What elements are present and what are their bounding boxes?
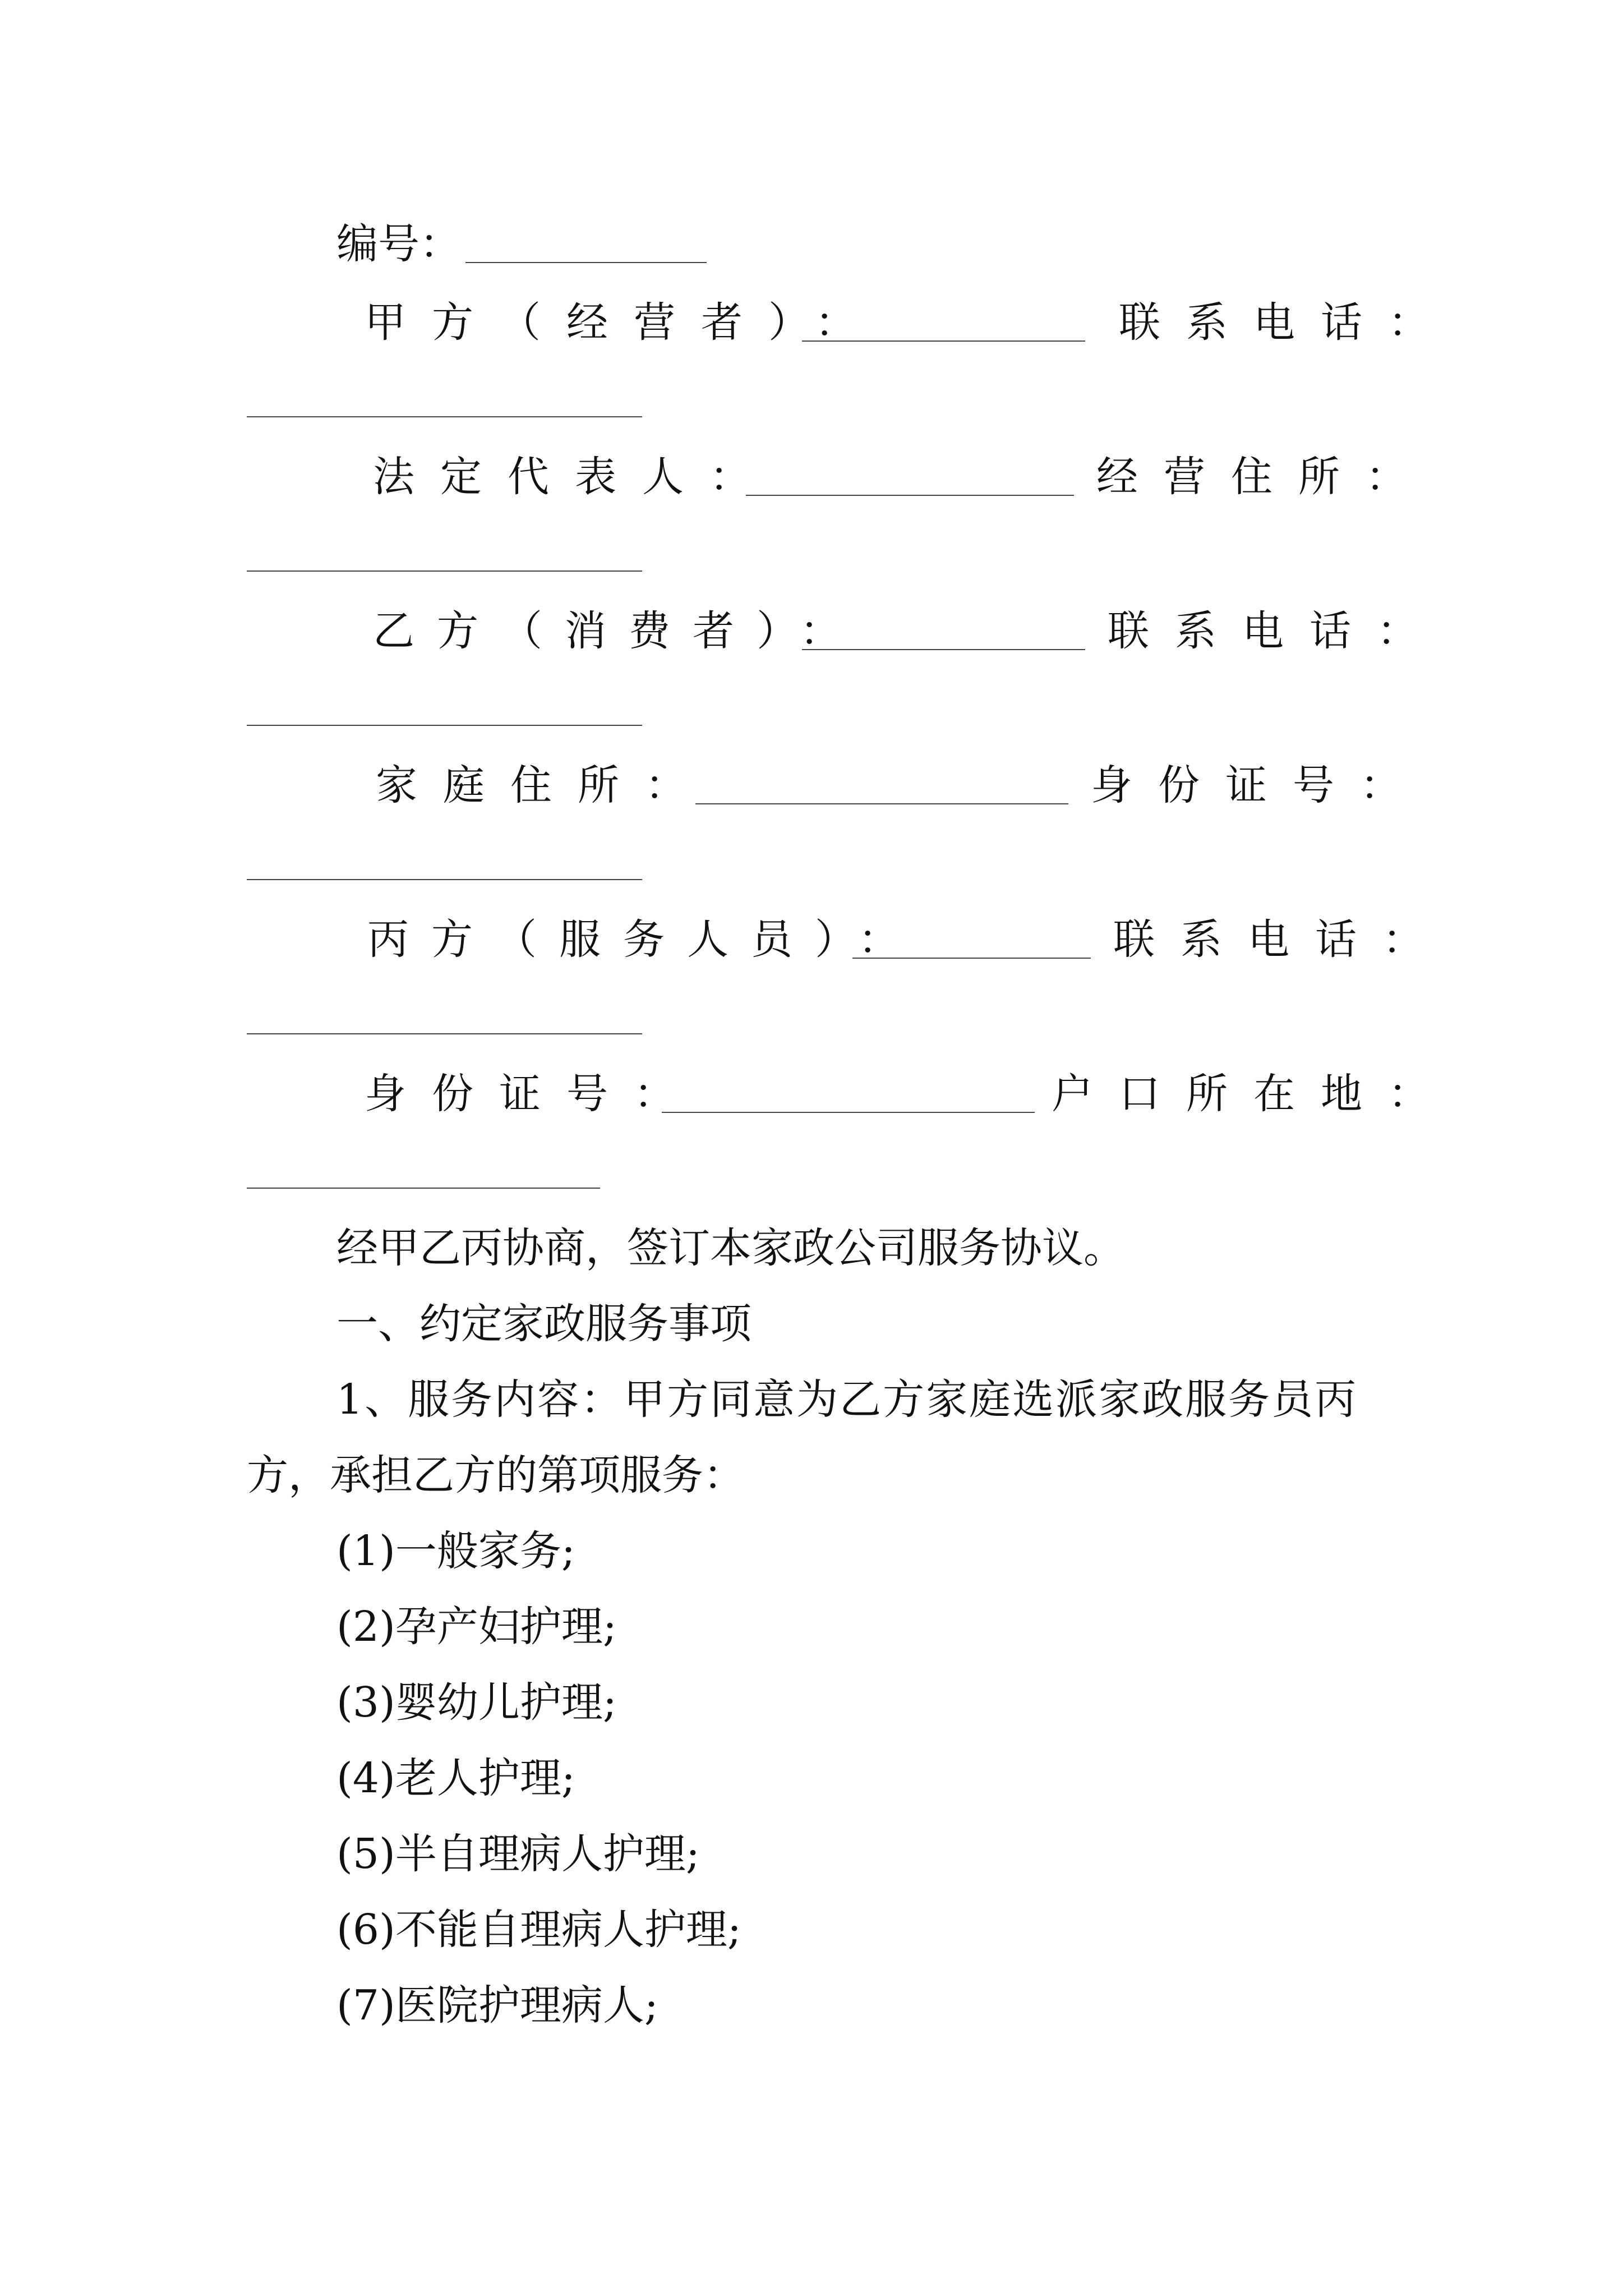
service-item: (5)半自理病人护理; (336, 1830, 700, 1878)
legal-rep-label: 法定代表人： (373, 453, 777, 501)
party-b-id-blank[interactable] (247, 879, 642, 880)
party-a-label: 甲方（经营者）： (365, 298, 882, 347)
legal-rep-blank[interactable] (746, 495, 1074, 496)
serial-blank[interactable] (465, 262, 707, 263)
hukou-label: 户口所在地： (1052, 1070, 1455, 1118)
party-b-id-label: 身份证号： (1091, 761, 1427, 809)
hukou-blank[interactable] (247, 1188, 600, 1189)
party-c-id-label: 身份证号： (365, 1070, 701, 1118)
section-1-title: 一、约定家政服务事项 (336, 1300, 751, 1348)
party-c-id-row (0, 1066, 1623, 1144)
party-c-label: 丙方（服务人员）： (367, 915, 922, 964)
legal-rep-row (0, 449, 1623, 527)
party-b-row (0, 603, 1623, 682)
party-b-blank[interactable] (802, 649, 1085, 650)
party-b-phone-blank[interactable] (247, 725, 642, 726)
home-address-blank[interactable] (695, 803, 1068, 804)
party-b-label: 乙方（消费者）： (373, 607, 864, 655)
party-c-phone-blank[interactable] (247, 1033, 642, 1034)
party-c-id-blank[interactable] (662, 1112, 1035, 1113)
party-c-blank[interactable] (852, 958, 1091, 959)
party-a-row (0, 295, 1623, 373)
item-1-line-1: 1、服务内容：甲方同意为乙方家庭选派家政服务员丙 (336, 1375, 1358, 1424)
party-a-phone-blank[interactable] (247, 416, 642, 417)
intro-paragraph: 经甲乙丙协商，签订本家政公司服务协议。 (336, 1224, 1125, 1272)
service-item: (7)医院护理病人; (336, 1981, 658, 2030)
service-item: (1)一般家务; (336, 1527, 575, 1575)
party-b-phone-label: 联系电话： (1108, 607, 1444, 655)
party-c-phone-label: 联系电话： (1113, 915, 1450, 964)
business-address-label: 经营住所： (1096, 453, 1433, 501)
home-address-row (0, 757, 1623, 836)
service-item: (2)孕产妇护理; (336, 1603, 617, 1651)
service-item: (6)不能自理病人护理; (336, 1906, 741, 1954)
serial-row (0, 216, 1623, 295)
service-item: (4)老人护理; (336, 1754, 575, 1802)
service-item: (3)婴幼儿护理; (336, 1678, 617, 1727)
business-address-blank[interactable] (247, 570, 642, 572)
party-a-blank[interactable] (802, 341, 1085, 342)
party-a-phone-label: 联系电话： (1119, 298, 1455, 347)
item-1-line-2: 方，承担乙方的第项服务： (247, 1451, 745, 1499)
serial-label: 编号： (336, 220, 461, 268)
home-address-label: 家庭住所： (376, 761, 712, 809)
party-c-row (0, 912, 1623, 990)
